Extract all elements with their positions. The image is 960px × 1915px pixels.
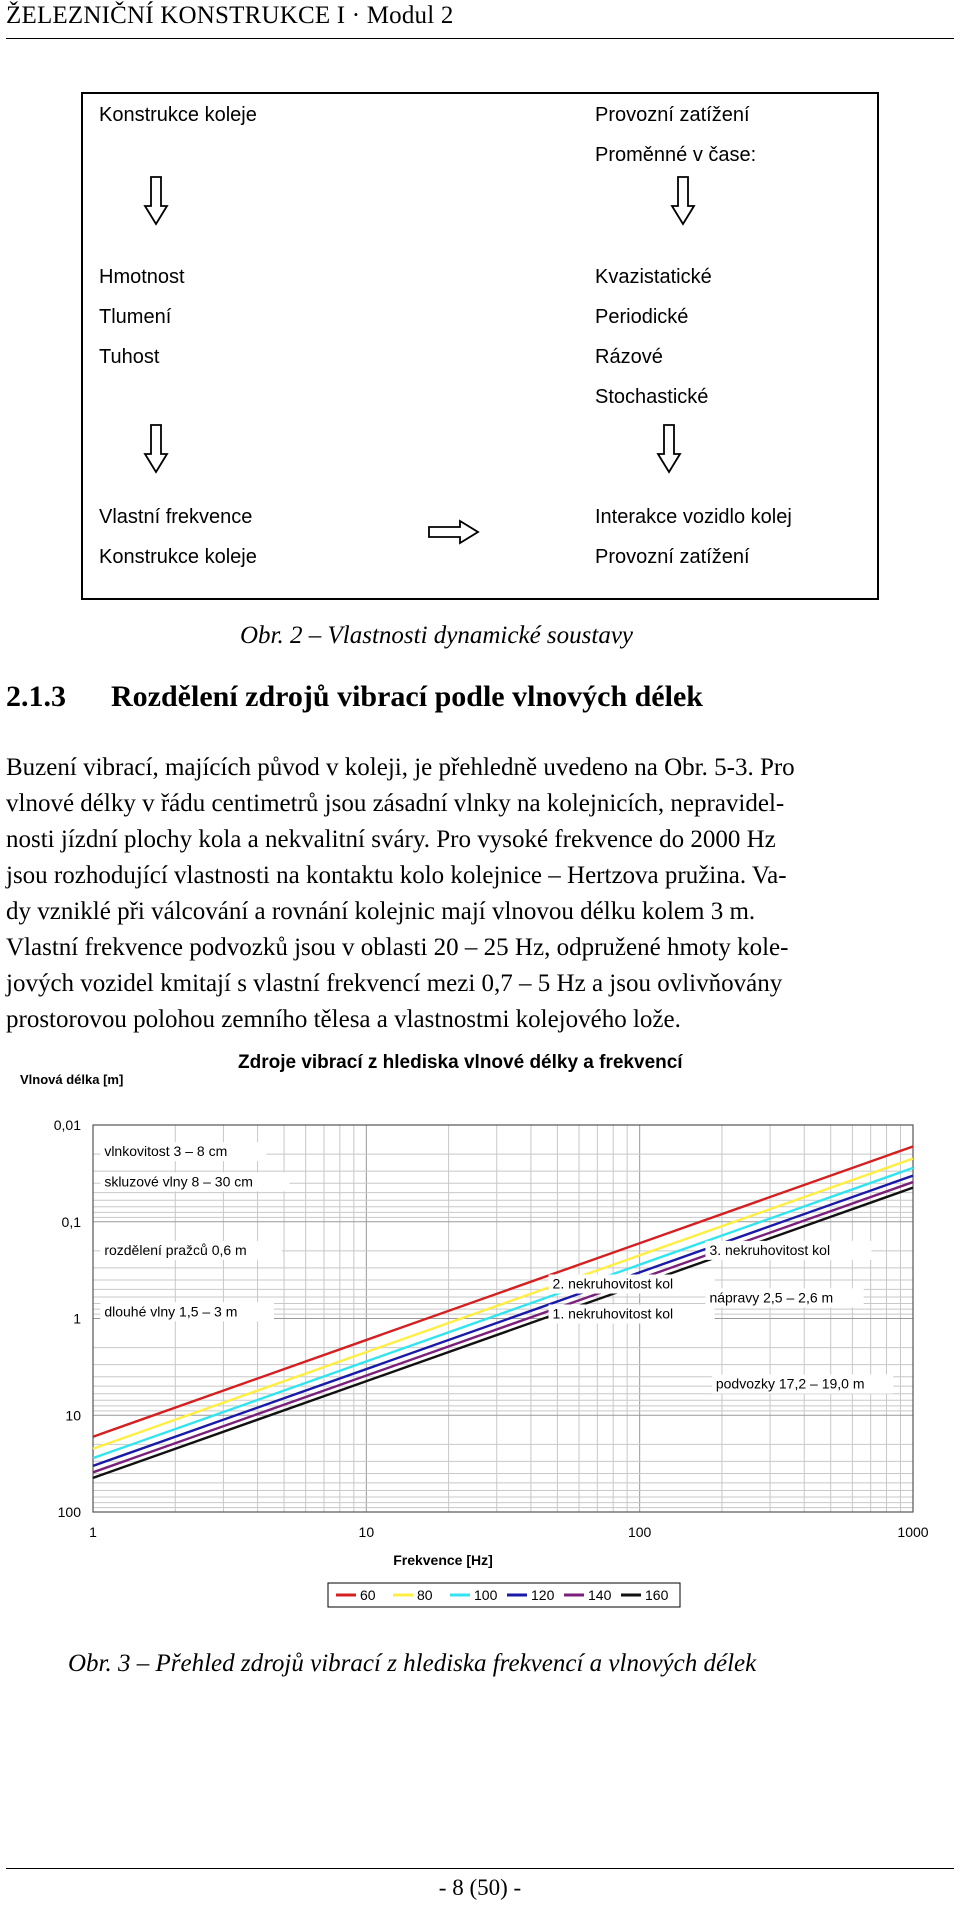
x-tick-label: 1 <box>89 1524 97 1540</box>
paragraph-line: prostorovou polohou zemního tělesa a vlastnostmi kolejového lože. <box>6 1006 681 1033</box>
annotation-label: dlouhé vlny 1,5 – 3 m <box>104 1303 238 1320</box>
down-arrow-icon <box>143 176 169 226</box>
legend-label-100: 100 <box>474 1587 498 1603</box>
annotation-label: 3. nekruhovitost kol <box>709 1241 831 1258</box>
diagram-left-mid-1: Hmotnost <box>99 266 185 288</box>
wavelength-frequency-chart <box>0 1095 960 1640</box>
y-tick-label: 10 <box>65 1407 81 1424</box>
diagram-left-top: Konstrukce koleje <box>99 104 257 126</box>
header-rule <box>6 38 954 39</box>
chart-title: Zdroje vibrací z hlediska vlnové délky a frekvencí <box>238 1052 683 1073</box>
diagram-right-mid-2: Periodické <box>595 306 689 328</box>
legend-label-80: 80 <box>417 1587 433 1603</box>
diagram-right-mid-4: Stochastické <box>595 386 709 408</box>
dynamic-system-diagram <box>81 92 879 600</box>
paragraph-line: jsou rozhodující vlastnosti na kontaktu kolo kolejnice – Hertzova pružina. Va- <box>6 862 787 889</box>
section-number: 2.1.3 <box>6 680 66 713</box>
down-arrow-icon <box>670 176 696 226</box>
diagram-left-bottom-2: Konstrukce koleje <box>99 546 257 568</box>
chart-y-axis-label: Vlnová délka [m] <box>20 1072 124 1087</box>
annotation-label: rozdělení pražců 0,6 m <box>104 1241 247 1258</box>
paragraph-line: jových vozidel kmitají s vlastní frekvencí mezi 0,7 – 5 Hz a jsou ovlivňovány <box>6 970 783 997</box>
paragraph-line: nosti jízdní plochy kola a nekvalitní sváry. Pro vysoké frekvence do 2000 Hz <box>6 826 776 853</box>
annotation-label: vlnkovitost 3 – 8 cm <box>104 1143 228 1160</box>
annotation-label: skluzové vlny 8 – 30 cm <box>104 1173 253 1190</box>
figure-2-caption: Obr. 2 – Vlastnosti dynamické soustavy <box>240 622 634 649</box>
annotation-label: nápravy 2,5 – 2,6 m <box>709 1289 834 1306</box>
paragraph-line: Vlastní frekvence podvozků jsou v oblasti 20 – 25 Hz, odpružené hmoty kole- <box>6 934 789 961</box>
annotation-label: podvozky 17,2 – 19,0 m <box>715 1375 865 1392</box>
x-tick-label: 100 <box>627 1524 652 1540</box>
legend-label-140: 140 <box>588 1587 612 1603</box>
y-tick-label: 1 <box>73 1310 81 1327</box>
y-tick-label: 0,1 <box>61 1213 81 1230</box>
x-axis-label: Frekvence [Hz] <box>393 1552 493 1568</box>
diagram-left-mid-3: Tuhost <box>99 346 160 368</box>
running-header: ŽELEZNIČNÍ KONSTRUKCE I · Modul 2 <box>6 2 454 29</box>
section-title: Rozdělení zdrojů vibrací podle vlnových délek <box>111 680 703 713</box>
paragraph-line: Buzení vibrací, majících původ v koleji, je přehledně uvedeno na Obr. 5-3. Pro <box>6 754 795 781</box>
footer-rule <box>6 1868 954 1869</box>
x-tick-label: 1000 <box>897 1524 929 1540</box>
y-tick-label: 100 <box>57 1504 81 1520</box>
annotation-label: 1. nekruhovitost kol <box>552 1305 674 1322</box>
legend-label-60: 60 <box>360 1587 376 1603</box>
diagram-right-bottom-2: Provozní zatížení <box>595 546 750 568</box>
diagram-right-bottom-1: Interakce vozidlo kolej <box>595 506 792 528</box>
diagram-right-mid-1: Kvazistatické <box>595 266 712 288</box>
x-tick-label: 10 <box>358 1524 375 1540</box>
annotation-label: 2. nekruhovitost kol <box>552 1275 674 1292</box>
y-tick-label: 0,01 <box>53 1117 81 1133</box>
legend-label-160: 160 <box>645 1587 669 1603</box>
diagram-left-bottom-1: Vlastní frekvence <box>99 506 253 528</box>
down-arrow-icon <box>656 424 682 474</box>
paragraph-line: dy vzniklé při válcování a rovnání kolejnic mají vlnovou délku kolem 3 m. <box>6 898 756 925</box>
diagram-right-mid-3: Rázové <box>595 346 663 368</box>
figure-3-caption: Obr. 3 – Přehled zdrojů vibrací z hlediska frekvencí a vlnových délek <box>68 1650 757 1677</box>
down-arrow-icon <box>143 424 169 474</box>
right-arrow-icon <box>428 519 480 545</box>
diagram-right-top-2: Proměnné v čase: <box>595 144 757 166</box>
diagram-right-top-1: Provozní zatížení <box>595 104 750 126</box>
paragraph-line: vlnové délky v řádu centimetrů jsou zásadní vlnky na kolejnicích, nepravidel- <box>6 790 785 817</box>
legend-label-120: 120 <box>531 1587 555 1603</box>
diagram-left-mid-2: Tlumení <box>99 306 172 328</box>
page-number: - 8 (50) - <box>438 1875 522 1900</box>
section-heading <box>6 680 703 714</box>
